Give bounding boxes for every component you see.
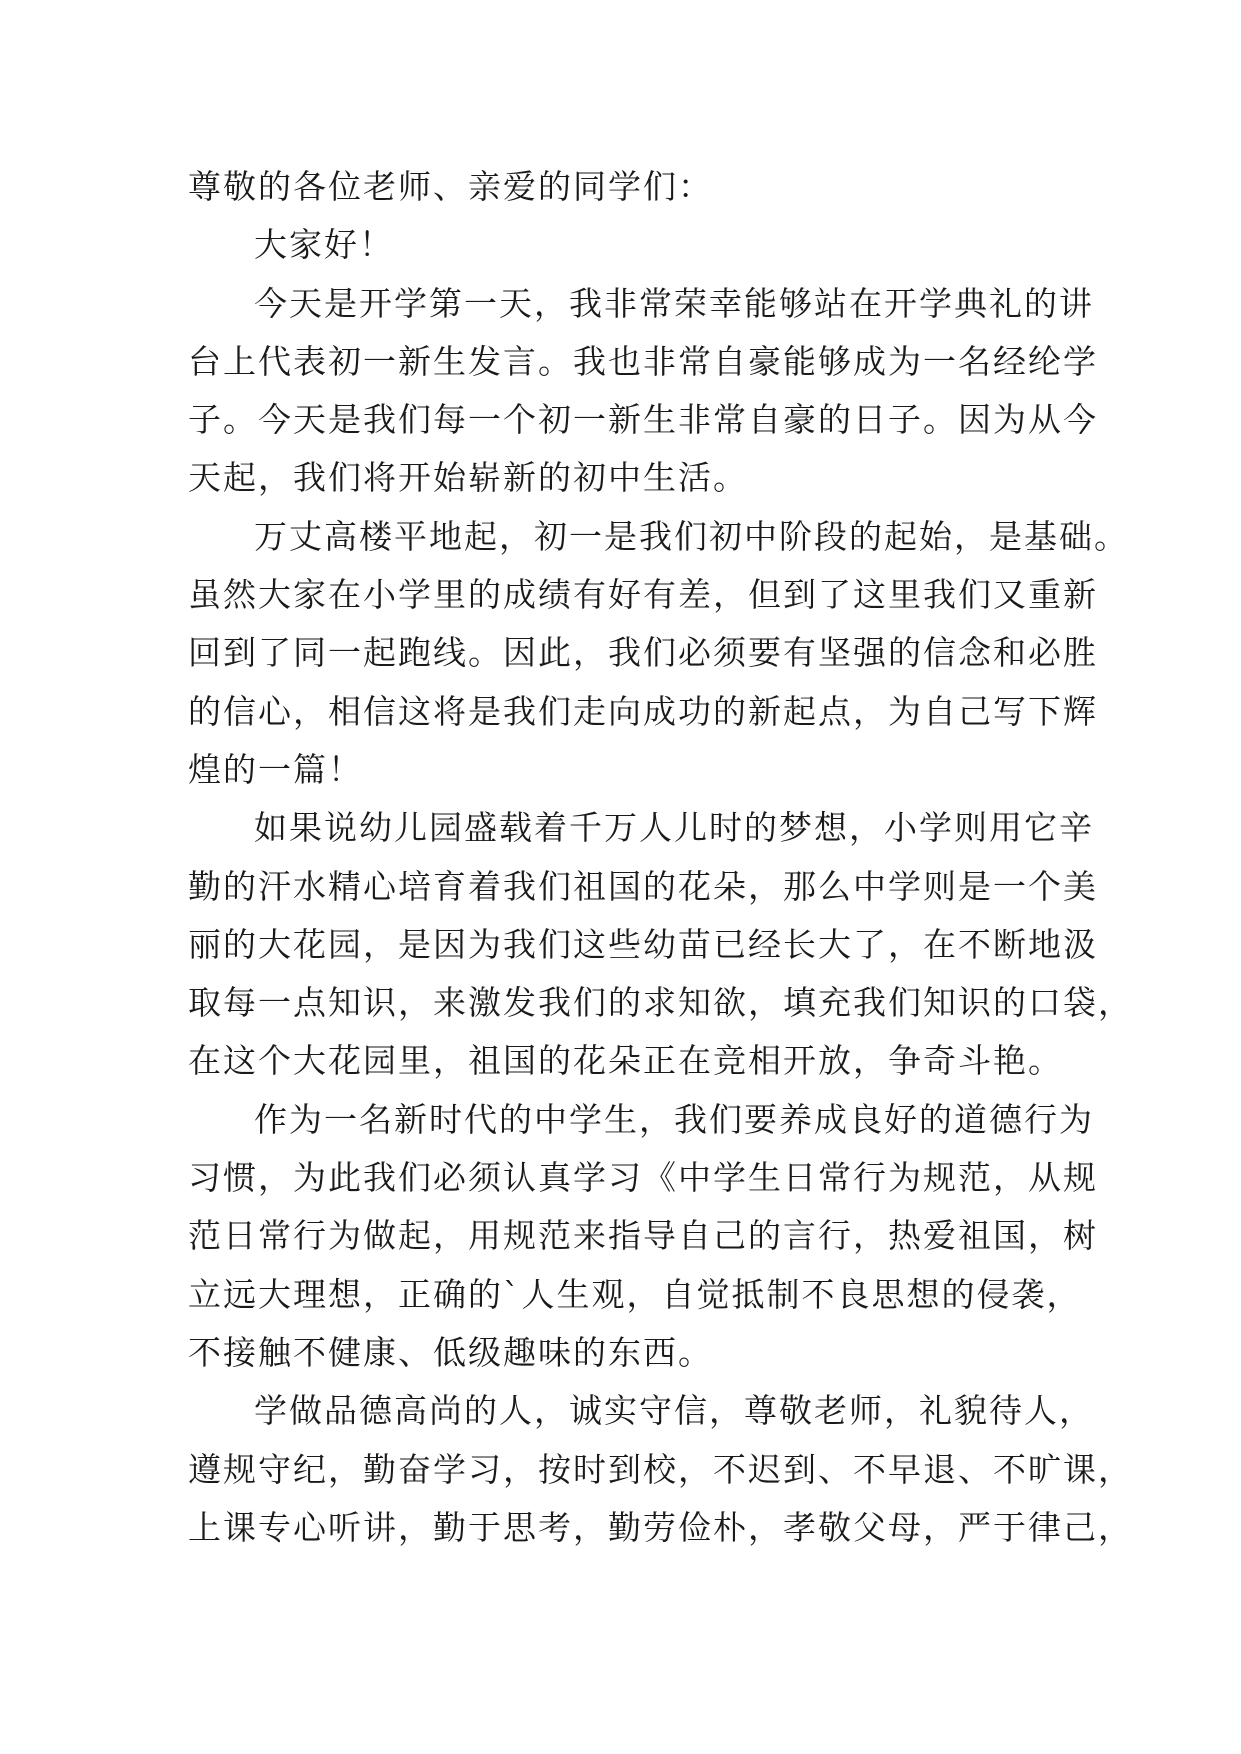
text-line: 子。今天是我们每一个初一新生非常自豪的日子。因为从今	[188, 400, 1098, 440]
text-line: 上课专心听讲，勤于思考，勤劳俭朴，孝敬父母，严于律己，	[188, 1507, 1133, 1547]
text-line: 天起，我们将开始崭新的初中生活。	[188, 458, 748, 498]
text-line: 回到了同一起跑线。因此，我们必须要有坚强的信念和必胜	[188, 633, 1098, 673]
text-line: 万丈高楼平地起，初一是我们初中阶段的起始，是基础。	[254, 516, 1129, 556]
text-line: 取每一点知识，来激发我们的求知欲，填充我们知识的口袋，	[188, 983, 1133, 1023]
text-line: 丽的大花园，是因为我们这些幼苗已经长大了，在不断地汲	[188, 924, 1098, 964]
speech-text	[188, 158, 1133, 1557]
text-line: 勤的汗水精心培育着我们祖国的花朵，那么中学则是一个美	[188, 866, 1098, 906]
text-line: 在这个大花园里，祖国的花朵正在竞相开放，争奇斗艳。	[188, 1041, 1063, 1081]
text-line: 煌的一篇！	[188, 749, 363, 789]
text-line: 不接触不健康、低级趣味的东西。	[188, 1332, 713, 1372]
text-line: 尊敬的各位老师、亲爱的同学们：	[188, 167, 713, 206]
text-line: 作为一名新时代的中学生，我们要养成良好的道德行为	[254, 1099, 1094, 1139]
text-line: 台上代表初一新生发言。我也非常自豪能够成为一名经纶学	[188, 341, 1098, 381]
text-line: 立远大理想，正确的`人生观，自觉抵制不良思想的侵袭，	[188, 1274, 1082, 1314]
text-line: 遵规守纪，勤奋学习，按时到校，不迟到、不早退、不旷课，	[188, 1449, 1133, 1489]
text-line: 今天是开学第一天，我非常荣幸能够站在开学典礼的讲	[254, 283, 1094, 323]
text-line: 范日常行为做起，用规范来指导自己的言行，热爱祖国，树	[188, 1216, 1098, 1256]
text-line: 学做品德高尚的人，诚实守信，尊敬老师，礼貌待人，	[254, 1391, 1094, 1431]
text-line: 的信心，相信这将是我们走向成功的新起点，为自己写下辉	[188, 691, 1098, 731]
text-line: 虽然大家在小学里的成绩有好有差，但到了这里我们又重新	[188, 575, 1098, 615]
text-line: 习惯，为此我们必须认真学习《中学生日常行为规范，从规	[188, 1158, 1098, 1198]
text-line: 如果说幼儿园盛载着千万人儿时的梦想，小学则用它辛	[254, 808, 1094, 848]
text-line: 大家好！	[254, 225, 394, 265]
